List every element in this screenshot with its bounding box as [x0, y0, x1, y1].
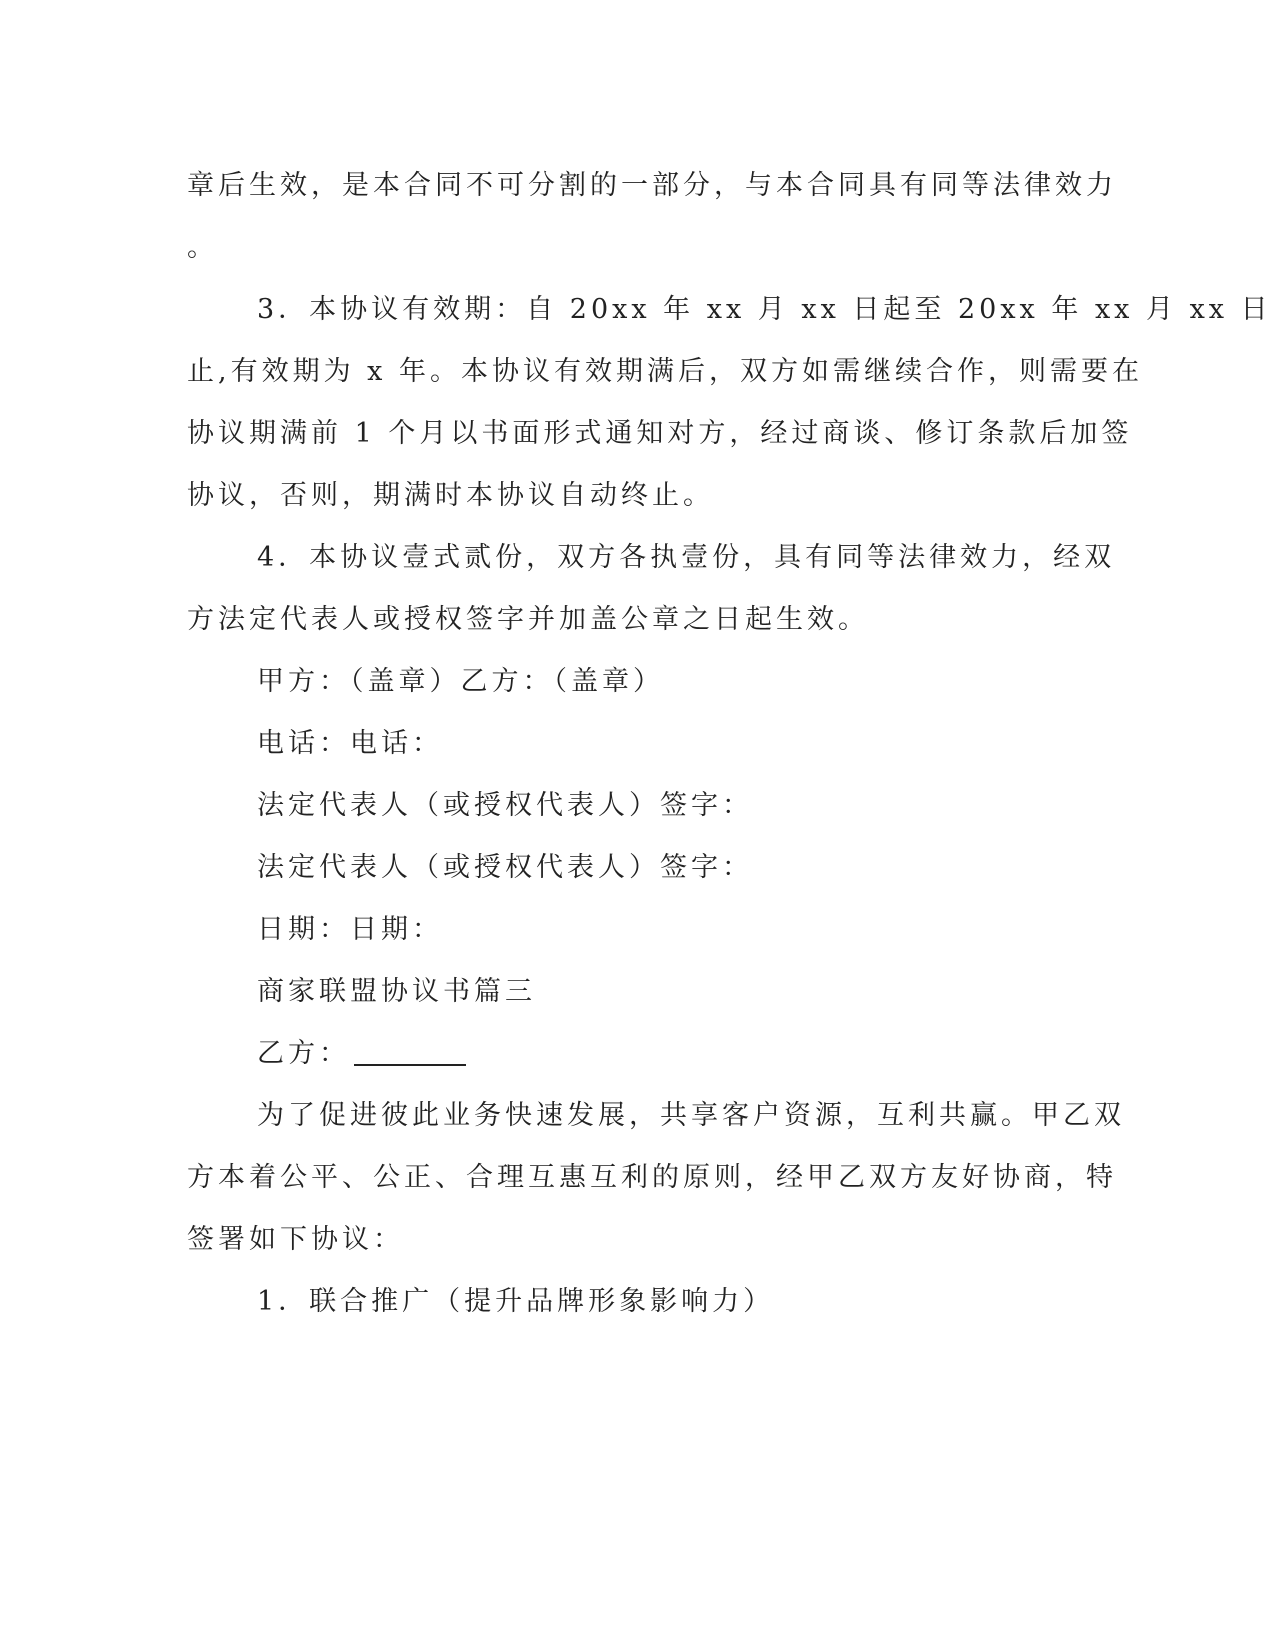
text-line: 协议，否则，期满时本协议自动终止。	[187, 480, 714, 511]
representative-signature-line: 法定代表人（或授权代表人）签字：	[257, 790, 753, 821]
fill-in-blank	[354, 1034, 466, 1066]
text-line: 4．本协议壹式贰份，双方各执壹份，具有同等法律效力，经双	[257, 542, 1116, 573]
signature-party-line: 甲方：（盖章）乙方：（盖章）	[257, 666, 664, 697]
clause-heading: 1．联合推广（提升品牌形象影响力）	[257, 1286, 775, 1317]
date-line: 日期：日期：	[257, 914, 443, 945]
text-line: 3．本协议有效期：自 20xx 年 xx 月 xx 日起至 20xx 年 xx 月 xx 日	[257, 294, 1272, 325]
text-line: 协议期满前 1 个月以书面形式通知对方，经过商谈、修订条款后加签	[187, 418, 1133, 449]
party-b-label: 乙方：	[257, 1038, 350, 1069]
text-line: 为了促进彼此业务快速发展，共享客户资源，互利共赢。甲乙双	[257, 1100, 1125, 1131]
representative-signature-line: 法定代表人（或授权代表人）签字：	[257, 852, 753, 883]
phone-line: 电话：电话：	[257, 728, 443, 759]
text-line: 方本着公平、公正、合理互惠互利的原则，经甲乙双方友好协商，特	[187, 1162, 1117, 1193]
party-b-line	[187, 1023, 1067, 1085]
document-body	[187, 155, 1272, 1333]
text-line: 方法定代表人或授权签字并加盖公章之日起生效。	[187, 604, 869, 635]
text-line: 止,有效期为 x 年。本协议有效期满后，双方如需继续合作，则需要在	[187, 356, 1143, 387]
text-line: 章后生效，是本合同不可分割的一部分，与本合同具有同等法律效力	[187, 170, 1117, 201]
section-title: 商家联盟协议书篇三	[257, 976, 536, 1007]
text-line: 。	[187, 232, 218, 263]
text-line: 签署如下协议：	[187, 1224, 404, 1255]
